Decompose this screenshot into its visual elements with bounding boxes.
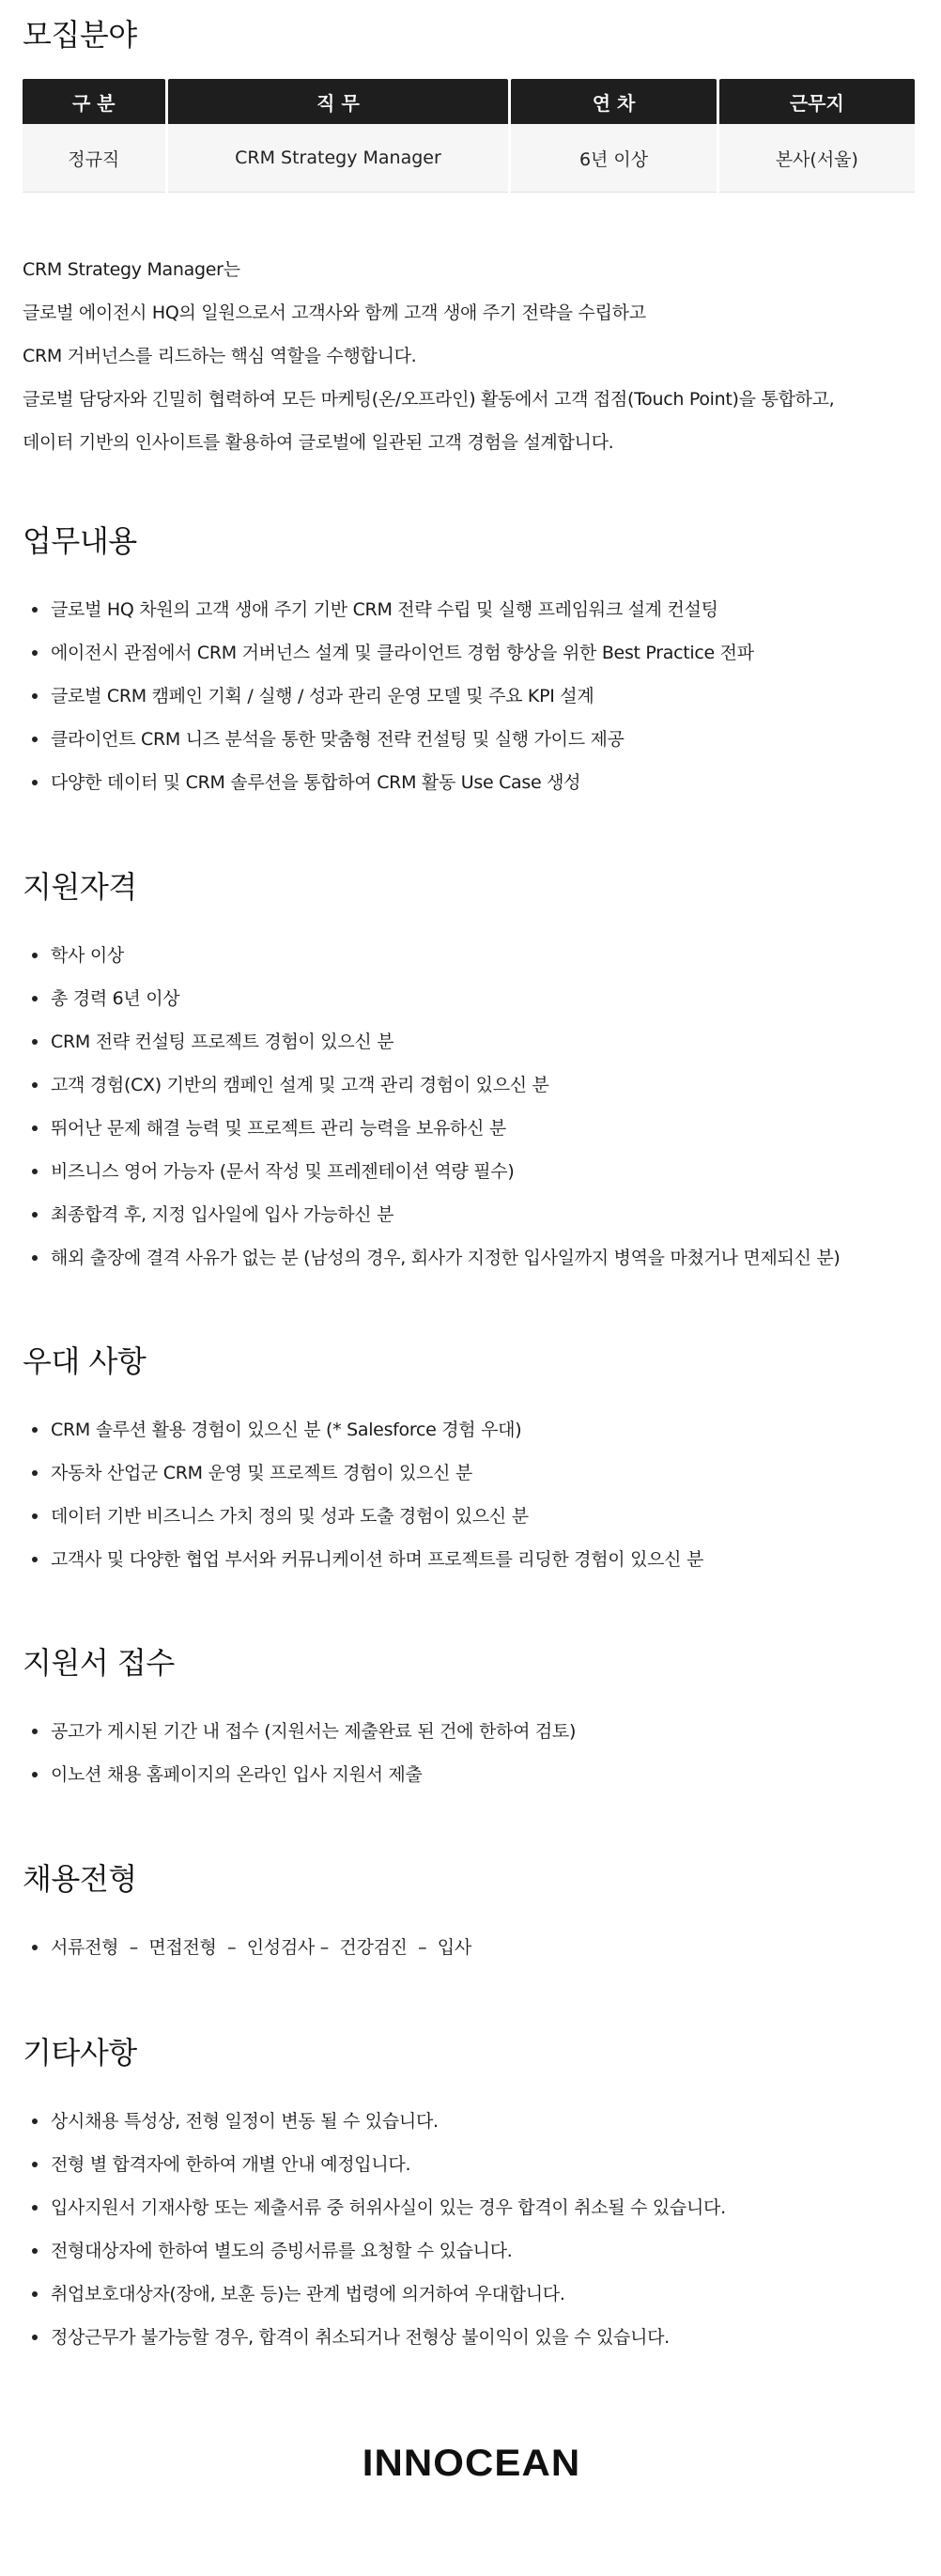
bullet-icon: [32, 1212, 38, 1218]
list-item: 총 경력 6년 이상: [23, 977, 920, 1020]
bullet-icon: [32, 737, 38, 742]
bullet-icon: [32, 2205, 38, 2211]
intro-text: [23, 248, 920, 464]
section-title-preferred: 우대 사항: [23, 1343, 147, 1379]
table-header-experience: 연 차: [511, 79, 716, 124]
bullet-icon: [32, 693, 38, 699]
bullet-icon: [32, 1039, 38, 1045]
list-item: 고객사 및 다양한 협업 부서와 커뮤니케이션 하며 프로젝트를 리딩한 경험이 있으신 분: [23, 1538, 920, 1581]
bullet-icon: [32, 1945, 38, 1950]
bullet-icon: [32, 2335, 38, 2340]
section-title-duties: 업무내용: [23, 523, 137, 559]
bullet-icon: [32, 1125, 38, 1131]
section-title-application: 지원서 접수: [23, 1645, 175, 1681]
list-item: 전형대상자에 한하여 별도의 증빙서류를 요청할 수 있습니다.: [23, 2229, 920, 2273]
bullet-icon: [32, 2248, 38, 2254]
list-item: 클라이언트 CRM 니즈 분석을 통한 맞춤형 전략 컨설팅 및 실행 가이드 제공: [23, 718, 920, 761]
table-cell-position: CRM Strategy Manager: [168, 124, 509, 193]
intro-line: CRM 거버넌스를 리드하는 핵심 역할을 수행합니다.: [23, 346, 417, 366]
bullet-icon: [32, 2162, 38, 2167]
table-header-category: 구 분: [23, 79, 165, 124]
bullet-icon: [32, 607, 38, 613]
list-item: 자동차 산업군 CRM 운영 및 프로젝트 경험이 있으신 분: [23, 1451, 920, 1495]
bullet-icon: [32, 1772, 38, 1777]
bullet-icon: [32, 1427, 38, 1433]
list-item: 글로벌 HQ 차원의 고객 생애 주기 기반 CRM 전략 수립 및 실행 프레임워크 설계 컨설팅: [23, 588, 920, 631]
bullet-icon: [32, 1255, 38, 1261]
duties-list: [23, 588, 920, 804]
list-item: 학사 이상: [23, 934, 920, 977]
list-item: 전형 별 합격자에 한하여 개별 안내 예정입니다.: [23, 2143, 920, 2186]
list-item: 서류전형 – 면접전형 – 인성검사 – 건강검진 – 입사: [23, 1926, 920, 1969]
list-item: 데이터 기반 비즈니스 가치 정의 및 성과 도출 경험이 있으신 분: [23, 1495, 920, 1538]
list-item: 정상근무가 불가능할 경우, 합격이 취소되거나 전형상 불이익이 있을 수 있습니다.: [23, 2316, 920, 2359]
bullet-icon: [32, 996, 38, 1001]
intro-line: 데이터 기반의 인사이트를 활용하여 글로벌에 일관된 고객 경험을 설계합니다.: [23, 432, 614, 453]
application-list: [23, 1710, 920, 1796]
list-item: 최종합격 후, 지정 입사일에 입사 가능하신 분: [23, 1193, 920, 1236]
list-item: CRM 솔루션 활용 경험이 있으신 분 (* Salesforce 경험 우대): [23, 1408, 920, 1451]
list-item: 다양한 데이터 및 CRM 솔루션을 통합하여 CRM 활동 Use Case 생성: [23, 761, 920, 804]
preferred-list: [23, 1408, 920, 1581]
list-item: 비즈니스 영어 가능자 (문서 작성 및 프레젠테이션 역량 필수): [23, 1150, 920, 1193]
bullet-icon: [32, 1082, 38, 1088]
section-title-etc: 기타사항: [23, 2035, 137, 2071]
list-item: 이노션 채용 홈페이지의 온라인 입사 지원서 제출: [23, 1753, 920, 1796]
list-item: 고객 경험(CX) 기반의 캠페인 설계 및 고객 관리 경험이 있으신 분: [23, 1063, 920, 1107]
list-item: 취업보호대상자(장애, 보훈 등)는 관계 법령에 의거하여 우대합니다.: [23, 2273, 920, 2316]
table-header-row: [23, 79, 915, 124]
etc-list: [23, 2100, 920, 2359]
table-cell-location: 본사(서울): [719, 124, 915, 193]
table-row: [23, 124, 915, 193]
list-item: 글로벌 CRM 캠페인 기획 / 실행 / 성과 관리 운영 모델 및 주요 KPI 설계: [23, 675, 920, 718]
list-item: CRM 전략 컨설팅 프로젝트 경험이 있으신 분: [23, 1020, 920, 1063]
list-item: 입사지원서 기재사항 또는 제출서류 중 허위사실이 있는 경우 합격이 취소될 수 있습니다.: [23, 2186, 920, 2229]
section-title-process: 채용전형: [23, 1861, 137, 1897]
bullet-icon: [32, 650, 38, 656]
bullet-icon: [32, 2291, 38, 2297]
bullet-icon: [32, 1513, 38, 1519]
table-cell-category: 정규직: [23, 124, 165, 193]
list-item: 뛰어난 문제 해결 능력 및 프로젝트 관리 능력을 보유하신 분: [23, 1107, 920, 1150]
innocean-logo: INNOCEAN: [362, 2443, 581, 2484]
bullet-icon: [32, 1470, 38, 1476]
list-item: 상시채용 특성상, 전형 일정이 변동 될 수 있습니다.: [23, 2100, 920, 2143]
intro-line: 글로벌 에이전시 HQ의 일원으로서 고객사와 함께 고객 생애 주기 전략을 수립하고: [23, 303, 646, 323]
bullet-icon: [32, 1169, 38, 1174]
bullet-icon: [32, 1729, 38, 1734]
bullet-icon: [32, 1557, 38, 1562]
recruit-field-table: [20, 79, 918, 193]
list-item: 공고가 게시된 기간 내 접수 (지원서는 제출완료 된 건에 한하여 검토): [23, 1710, 920, 1753]
section-title-qualifications: 지원자격: [23, 869, 137, 905]
table-header-location: 근무지: [719, 79, 915, 124]
qualifications-list: [23, 934, 920, 1280]
intro-line: CRM Strategy Manager는: [23, 259, 240, 280]
bullet-icon: [32, 780, 38, 785]
process-list: [23, 1926, 920, 1969]
intro-line: 글로벌 담당자와 긴밀히 협력하여 모든 마케팅(온/오프라인) 활동에서 고객 접점(Touch Point)을 통합하고,: [23, 389, 835, 410]
section-title-recruit-field: 모집분야: [23, 17, 137, 53]
table-header-position: 직 무: [168, 79, 509, 124]
list-item: 에이전시 관점에서 CRM 거버넌스 설계 및 클라이언트 경험 향상을 위한 Best Practice 전파: [23, 631, 920, 675]
table-cell-experience: 6년 이상: [511, 124, 716, 193]
bullet-icon: [32, 2118, 38, 2124]
list-item: 해외 출장에 결격 사유가 없는 분 (남성의 경우, 회사가 지정한 입사일까지 병역을 마쳤거나 면제되신 분): [23, 1236, 920, 1280]
bullet-icon: [32, 953, 38, 958]
